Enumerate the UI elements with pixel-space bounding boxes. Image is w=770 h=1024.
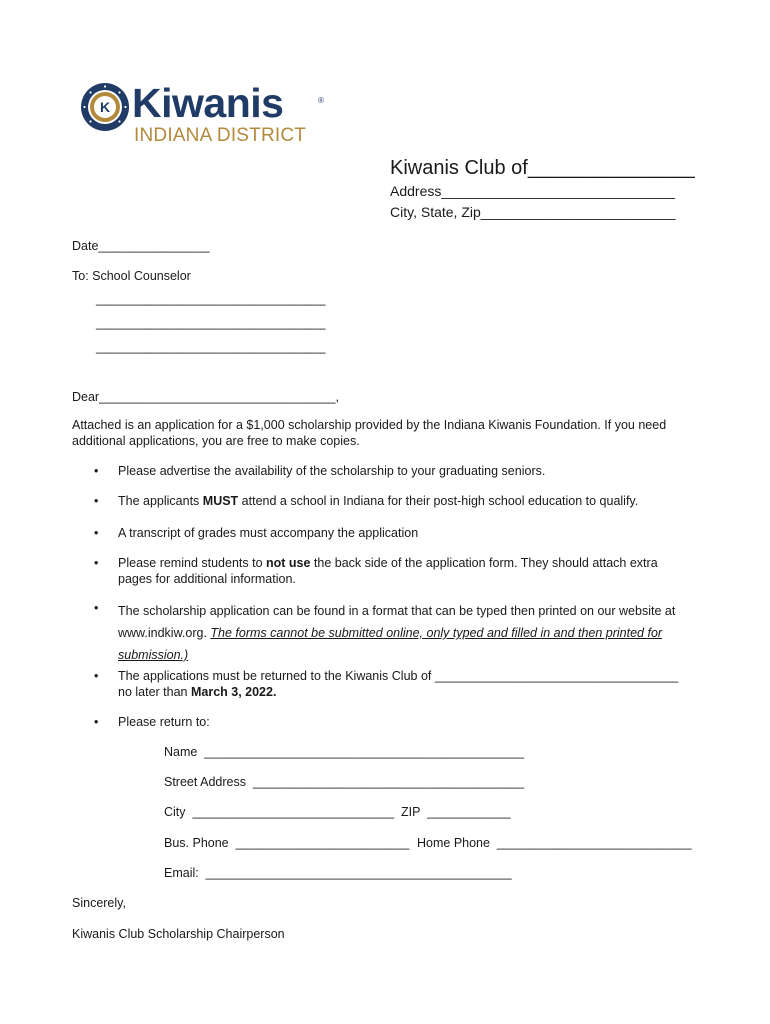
return-street-field: Street Address _______________________________________ [164,775,525,789]
logo-registered-mark: ® [318,96,324,105]
kiwanis-emblem-icon [80,82,130,132]
bullet-icon: • [94,464,99,478]
return-home-phone-field: Home Phone ____________________________ [417,836,692,850]
salutation: Dear__________________________________, [72,390,339,404]
intro-line-2: additional applications, you are free to make copies. [72,434,360,448]
closing-sincerely: Sincerely, [72,896,126,910]
svg-text:K: K [99,99,111,115]
bullet-icon: • [94,494,99,508]
date-field: Date________________ [72,239,210,253]
letter-page: K Kiwanis ® INDIANA DISTRICT Kiwanis Club of_______________ Address______________________________ City, State, Zip_________________________ Date________________ To: School Counselor _________________________________ _________________________________ _________________________________ Dear__________________________________, Attached is an application for a $1,000 scholarship provided by the Indiana Kiwanis Foundation. If you need additional applications, you are free to make copies. • Please advertise the availability of the scholarship to your graduating seniors. • The applicants MUST attend a school in Indiana for their post-high school education to qualify. • A transcript of grades must accompany the application • Please remind students to not use the back side of the application form. They should attach extra pages for additional information. • The scholarship application can be found in a format that can be typed then printed on our website at www.indkiw.org. The forms cannot be submitted online, only typed and filled in and then printed for submission.) • The applications must be returned to the Kiwanis Club of ___________________________________ no later than March 3, 2022. • Please return to: Name ______________________________________________ Street Address _______________________________________ City _____________________________ ZIP ____________ Bus. Phone _________________________ Home Phone ____________________________ Email: ____________________________________________ Sincerely, Kiwanis Club Scholarship Chairperson [0,0,770,1024]
club-address-field: Address______________________________ [390,183,675,199]
return-name-field: Name ______________________________________________ [164,745,525,759]
bullet-icon: • [94,669,99,683]
club-header [390,155,695,223]
return-email-field: Email: ____________________________________________ [164,866,512,880]
bullet-icon: • [94,556,99,570]
counselor-line-2: _________________________________ [96,316,326,330]
to-line: To: School Counselor [72,269,191,283]
intro-line-1: Attached is an application for a $1,000 scholarship provided by the Indiana Kiwanis Foundation. If you need [72,418,667,432]
intro-paragraph [72,417,712,449]
logo-district-name: INDIANA DISTRICT [134,125,307,146]
return-city-zip-field: City _____________________________ ZIP ____________ [164,805,511,819]
kiwanis-logo [80,82,330,150]
return-bus-phone-field: Bus. Phone _________________________ [164,836,410,850]
closing-signature: Kiwanis Club Scholarship Chairperson [72,927,285,941]
website-link: www.indkiw.org. [118,626,211,640]
club-name-field: Kiwanis Club of_______________ [390,157,695,179]
logo-wordmark: Kiwanis [132,80,284,126]
counselor-line-3: _________________________________ [96,340,326,354]
club-city-state-zip-field: City, State, Zip_________________________ [390,204,676,220]
bullet-icon: • [94,601,99,615]
bullet-icon: • [94,715,99,729]
bullet-icon: • [94,526,99,540]
counselor-line-1: _________________________________ [96,292,326,306]
